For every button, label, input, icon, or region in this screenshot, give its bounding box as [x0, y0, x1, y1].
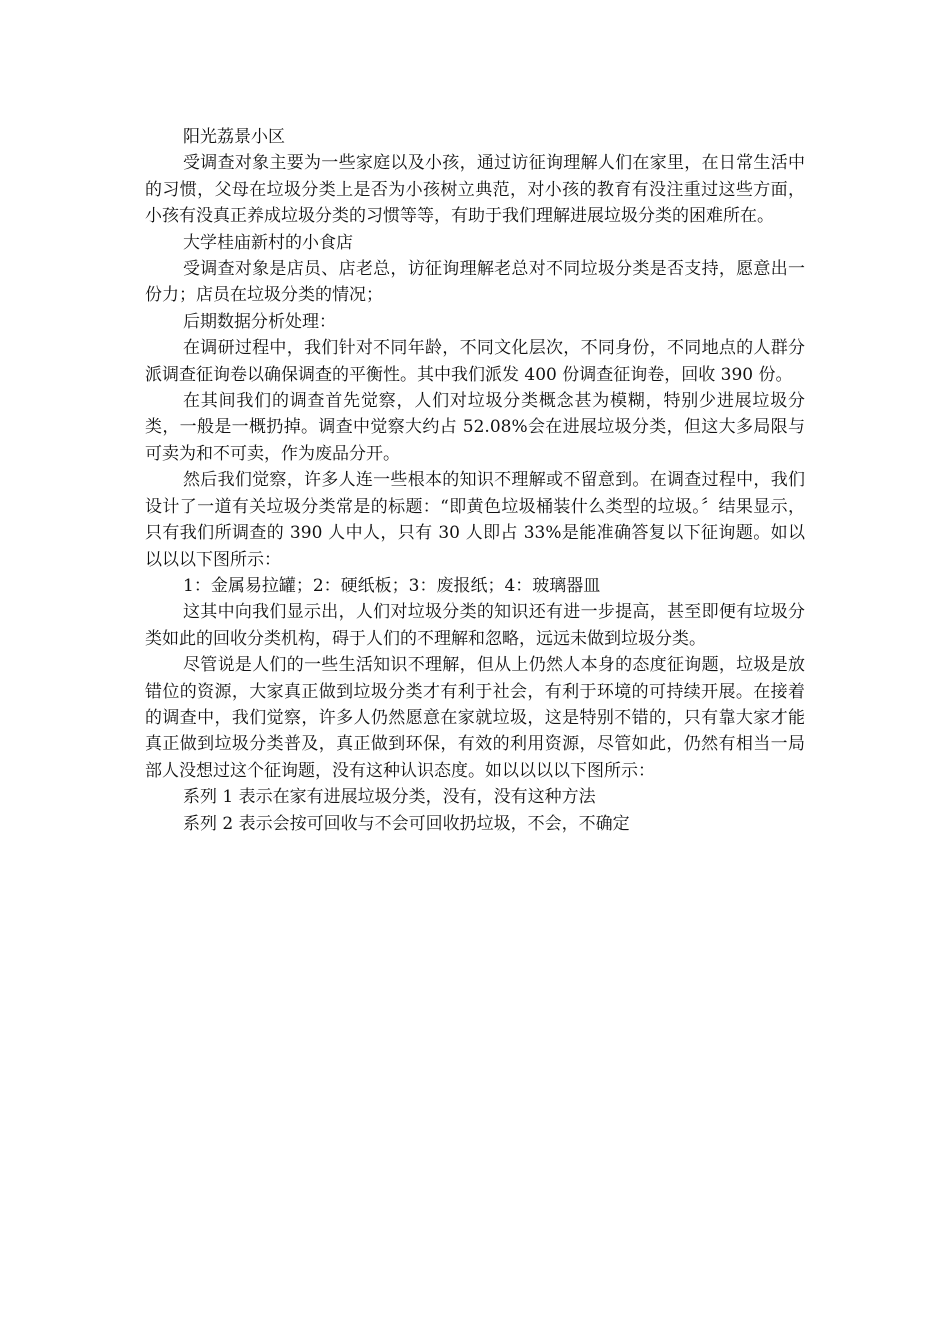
paragraph-series-2: 系列 2 表示会按可回收与不会可回收扔垃圾，不会，不确定: [183, 813, 630, 834]
paragraph-survey-method: 在调研过程中，我们针对不同年龄，不同文化层次，不同身份，不同地点的人群分派调查征询卷以确保调查的平衡性。其中我们派发 400 份调查征询卷，回收 390 份。: [145, 338, 805, 385]
paragraph-heading-snack-shop: 大学桂庙新村的小食店: [183, 232, 353, 253]
paragraph-answer-options: 1：金属易拉罐；2：硬纸板；3：废报纸；4：玻璃器皿: [183, 575, 601, 596]
paragraph-series-1: 系列 1 表示在家有进展垃圾分类，没有，没有这种方法: [183, 787, 596, 808]
paragraph-snack-shop-description: 受调查对象是店员、店老总，访征询理解老总对不同垃圾分类是否支持，愿意出一份力；店员在垃圾分类的情况；: [145, 259, 805, 306]
document-body: [145, 124, 805, 837]
paragraph-heading-data-analysis: 后期数据分析处理：: [183, 311, 336, 332]
paragraph-knowledge-conclusion: 这其中向我们显示出，人们对垃圾分类的知识还有进一步提高，甚至即便有垃圾分类如此的回收分类机构，碍于人们的不理解和忽略，远远未做到垃圾分类。: [145, 602, 805, 649]
paragraph-heading-community: 阳光荔景小区: [183, 127, 285, 147]
paragraph-attitude: 尽管说是人们的一些生活知识不理解，但从上仍然人本身的态度征询题，垃圾是放错位的资源，大家真正做到垃圾分类才有利于社会，有利于环境的可持续开展。在接着的调查中，我们觉察，许多人仍然愿意在家就垃圾，这是特别不错的，只有靠大家才能真正做到垃圾分类普及，真正做到环保，有效的利用资源，尽管如此，仍然有相当一局部人没想过这个征询题，没有这种认识态度。如以以以以下图所示：: [145, 655, 805, 781]
paragraph-community-description: 受调查对象主要为一些家庭以及小孩，通过访征询理解人们在家里，在日常生活中的习惯，父母在垃圾分类上是否为小孩树立典范，对小孩的教育有没注重过这些方面，小孩有没真正养成垃圾分类的习惯等等，有助于我们理解进展垃圾分类的困难所在。: [145, 153, 805, 227]
paragraph-finding-concept: 在其间我们的调查首先觉察，人们对垃圾分类概念甚为模糊，特别少进展垃圾分类，一般是一概扔掉。调查中觉察大约占 52.08%会在进展垃圾分类，但这大多局限与可卖为和不可卖，作为废品分开。: [145, 391, 805, 464]
paragraph-finding-knowledge: 然后我们觉察，许多人连一些根本的知识不理解或不留意到。在调查过程中，我们设计了一道有关垃圾分类常是的标题：“即黄色垃圾桶装什么类型的垃圾。〞结果显示，只有我们所调查的 390 人中人，只有 30 人即占 33%是能准确答复以下征询题。如以以以以下图所示：: [145, 470, 805, 570]
